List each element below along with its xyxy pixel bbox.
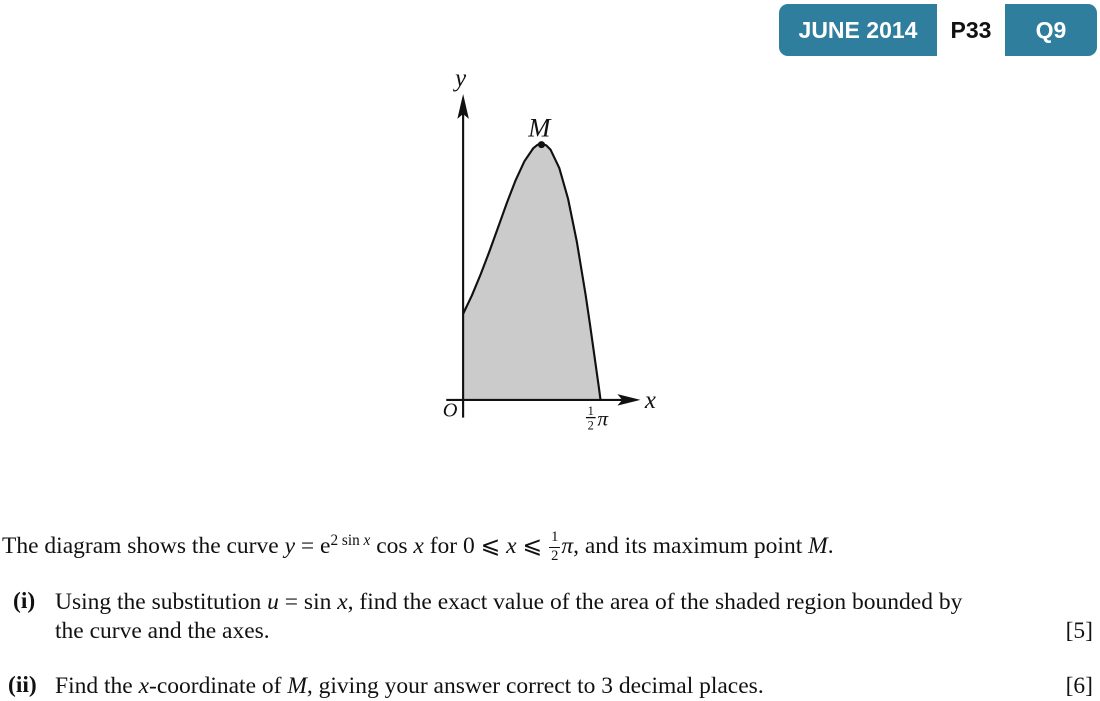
part-i-rich-text: Using the substitution u = sin x, find the exact value of the area of the shaded region bounded by the curve and the axes. (55, 589, 963, 644)
tick-fraction-numerator: 1 (587, 403, 594, 418)
badge-session: JUNE 2014 (779, 4, 937, 56)
part-i-text (55, 588, 1093, 646)
part-ii-label: (ii) (8, 672, 37, 698)
part-ii-marks: [6] (1065, 673, 1093, 699)
tick-pi: π (597, 406, 609, 431)
diagram-svg (415, 55, 685, 485)
part-i-marks: [5] (1065, 618, 1093, 644)
tick-fraction-denominator: 2 (587, 418, 594, 433)
part-ii-text (55, 672, 1093, 701)
max-point-label: M (528, 112, 551, 143)
badge-question: Q9 (1005, 4, 1097, 56)
x-axis-label: x (644, 386, 656, 414)
origin-label: O (442, 399, 458, 422)
part-i (8, 588, 1093, 646)
part-ii-rich-text: Find the x-coordinate of M, giving your answer correct to 3 decimal places. (55, 673, 764, 699)
problem-intro: The diagram shows the curve $y = e^{2 sin}$ $^x$ cos x for 0 ⩽ x ⩽ $\frac{1}{2}$ π, and its maximum point M. (2, 529, 834, 564)
x-tick-label-half-pi (586, 404, 610, 433)
shaded-region (463, 144, 600, 400)
badge-paper: P33 (937, 4, 1005, 56)
exam-badge (779, 4, 1097, 56)
y-axis-label: y (455, 65, 467, 93)
part-ii (8, 672, 1093, 701)
curve-diagram (415, 55, 685, 485)
part-i-label: (i) (13, 588, 36, 614)
